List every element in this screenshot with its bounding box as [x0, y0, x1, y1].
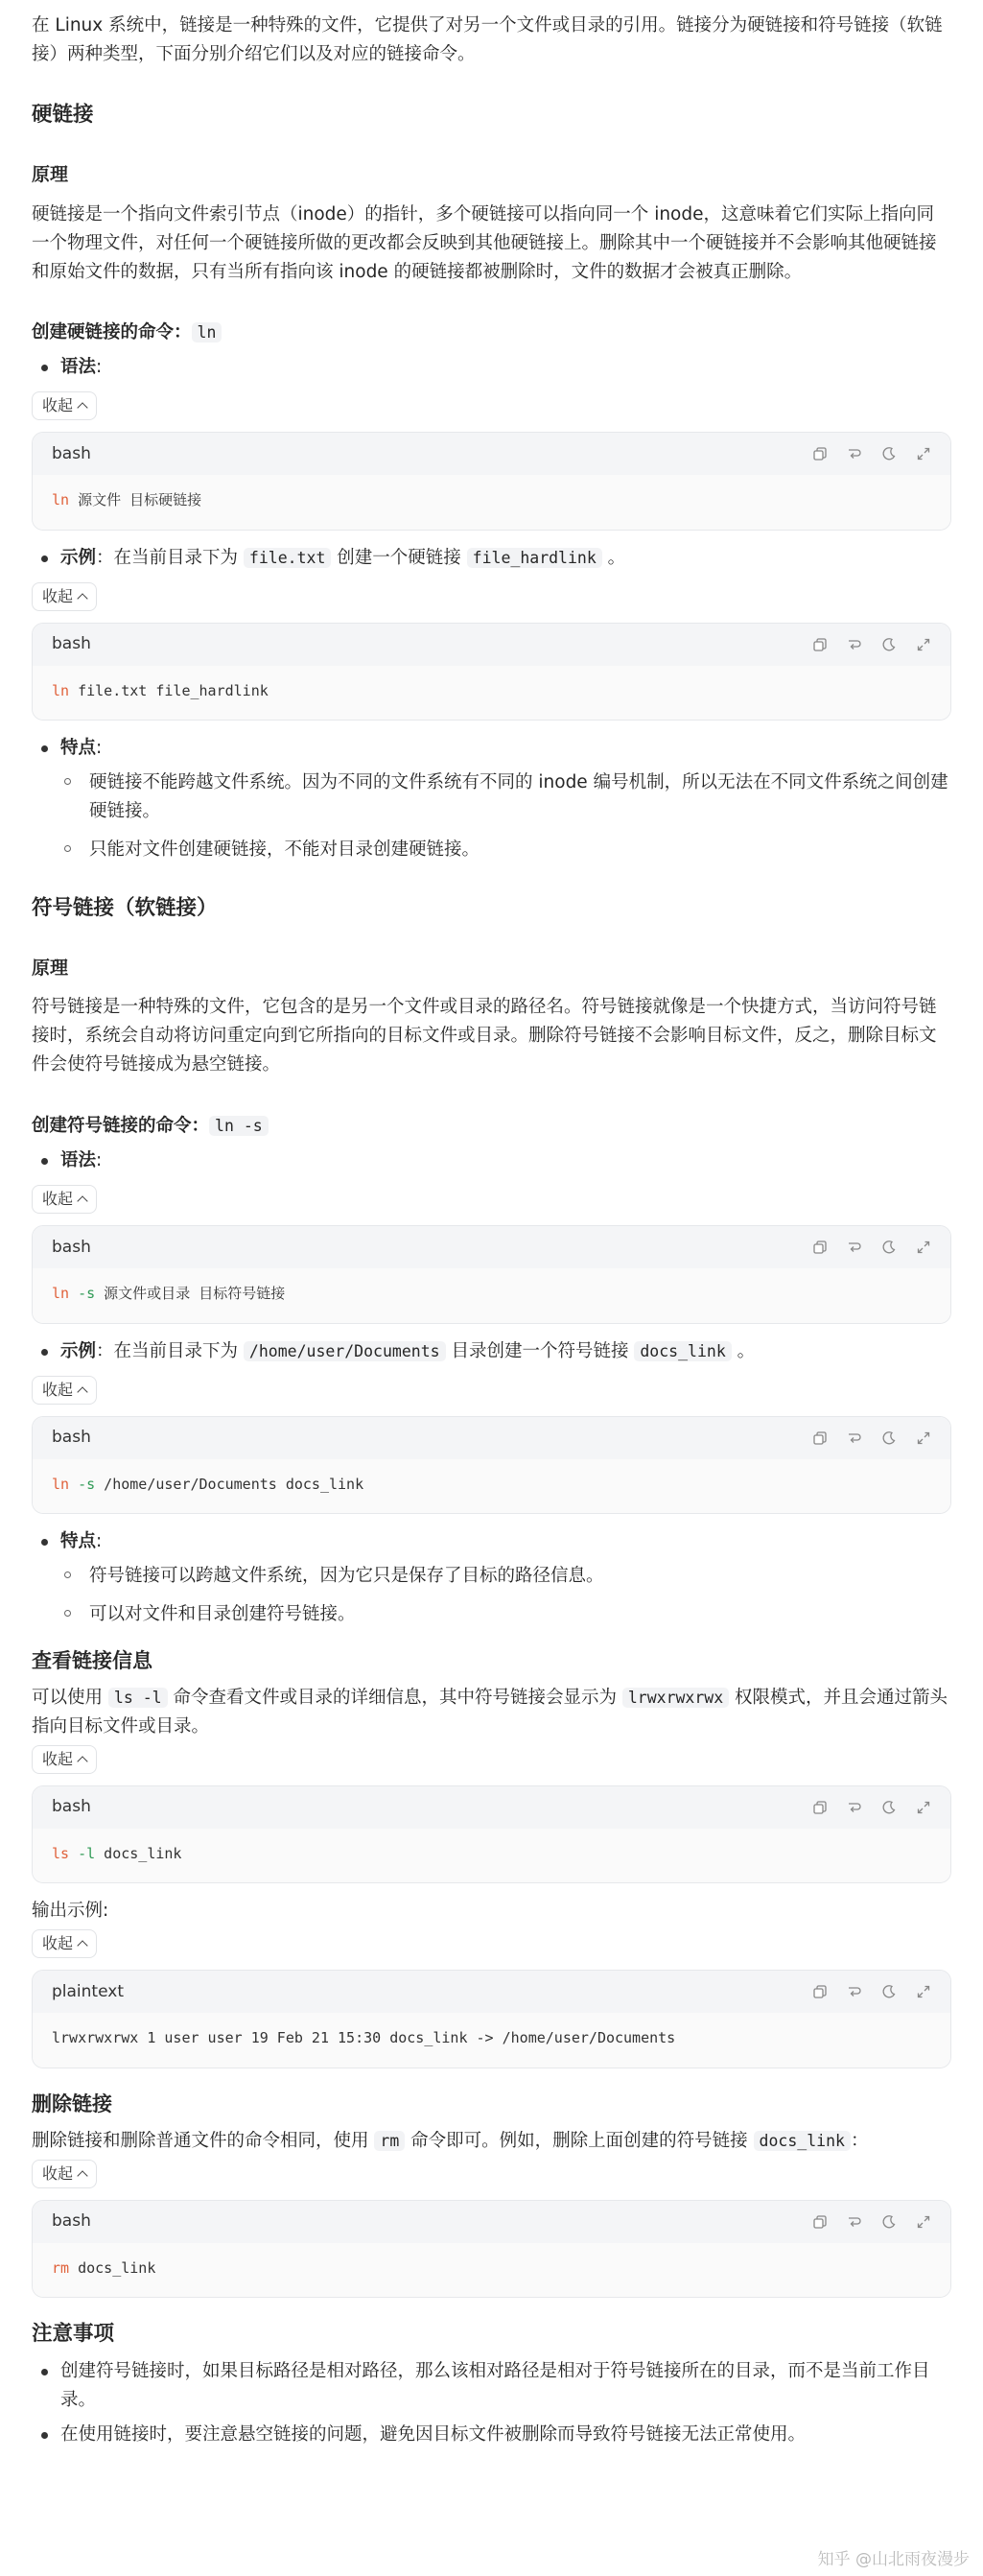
- text: 命令即可。例如，删除上面创建的符号链接: [405, 2130, 754, 2151]
- code-header: [33, 1417, 950, 1459]
- chevron-up-icon: [77, 1196, 87, 1207]
- theme-icon[interactable]: [881, 1984, 897, 1999]
- theme-icon[interactable]: [881, 1800, 897, 1815]
- code-keyword: ln: [52, 681, 70, 699]
- code-block: [32, 432, 951, 530]
- intro-text: 在 Linux 系统中，链接是一种特殊的文件，它提供了对另一个文件或目录的引用。链接分为硬链接和符号链接（软链接）两种类型，下面分别介绍它们以及对应的链接命令。: [32, 15, 943, 64]
- chevron-up-icon: [77, 403, 87, 414]
- code-block: [32, 1785, 951, 1883]
- code-language: bash: [52, 633, 91, 653]
- wrap-icon[interactable]: [847, 1984, 862, 1999]
- expand-icon[interactable]: [916, 2214, 931, 2230]
- copy-icon[interactable]: [812, 2214, 828, 2230]
- copy-icon[interactable]: [812, 1240, 828, 1255]
- inline-code: docs_link: [754, 2131, 851, 2151]
- code-tools: [812, 1240, 931, 1255]
- code-flag: -s: [69, 1475, 96, 1493]
- code-language: bash: [52, 1797, 91, 1817]
- theme-icon[interactable]: [881, 446, 897, 461]
- sub-list-item: 符号链接可以跨越文件系统，因为它只是保存了目标的路径信息。: [32, 1562, 951, 1591]
- code-block: [32, 623, 951, 721]
- list-item: 语法:: [32, 353, 951, 382]
- softlink-cmd-title: [32, 1112, 951, 1141]
- inline-code: file.txt: [244, 548, 331, 568]
- code-header: [33, 624, 950, 666]
- collapse-button[interactable]: [32, 391, 97, 420]
- code-header: [33, 1226, 950, 1268]
- text: 删除链接和删除普通文件的命令相同，使用: [32, 2130, 375, 2151]
- collapse-button[interactable]: [32, 1185, 97, 1214]
- bullet-label: 语法: [60, 1150, 97, 1171]
- code-language: plaintext: [52, 1981, 124, 2001]
- list-item: 语法:: [32, 1146, 951, 1175]
- theme-icon[interactable]: [881, 1430, 897, 1446]
- wrap-icon[interactable]: [847, 1240, 862, 1255]
- bullet-label: 示例: [60, 547, 97, 568]
- list-item: 创建符号链接时，如果目标路径是相对路径，那么该相对路径是相对于符号链接所在的目录，而不是当前工作目录。: [32, 2357, 951, 2415]
- chevron-up-icon: [77, 593, 87, 603]
- view-heading: 查看链接信息: [32, 1648, 152, 1672]
- watermark: 知乎 @山北雨夜漫步: [817, 2550, 970, 2570]
- theme-icon[interactable]: [881, 637, 897, 652]
- code-keyword: ln: [52, 1475, 70, 1493]
- list-item: 特点:: [32, 734, 951, 763]
- code-keyword: rm: [52, 2258, 70, 2277]
- code-header: [33, 1971, 950, 2013]
- copy-icon[interactable]: [812, 1800, 828, 1815]
- code-content: [33, 2013, 950, 2067]
- code-flag: -l: [69, 1845, 96, 1863]
- chevron-up-icon: [77, 1386, 87, 1397]
- collapse-button[interactable]: [32, 1745, 97, 1774]
- cmd-title-label: 创建符号链接的命令：: [32, 1116, 210, 1137]
- wrap-icon[interactable]: [847, 1430, 862, 1446]
- code-args: 源文件 目标硬链接: [69, 491, 202, 509]
- text: 命令查看文件或目录的详细信息，其中符号链接会显示为: [167, 1688, 622, 1709]
- chevron-up-icon: [77, 1756, 87, 1766]
- copy-icon[interactable]: [812, 1984, 828, 1999]
- code-header: [33, 433, 950, 475]
- hardlink-heading: 硬链接: [32, 102, 94, 127]
- chevron-up-icon: [77, 1941, 87, 1951]
- code-tools: [812, 2214, 931, 2230]
- text: 权限模式，并且会通过箭头指向目标文件或目录。: [32, 1688, 948, 1737]
- code-args: /home/user/Documents docs_link: [95, 1475, 364, 1493]
- code-language: bash: [52, 443, 91, 463]
- code-tools: [812, 1984, 931, 1999]
- expand-icon[interactable]: [916, 1800, 931, 1815]
- chevron-up-icon: [77, 2170, 87, 2181]
- text: 。: [731, 1340, 756, 1361]
- code-language: bash: [52, 1237, 91, 1257]
- copy-icon[interactable]: [812, 637, 828, 652]
- theme-icon[interactable]: [881, 2214, 897, 2230]
- code-language: bash: [52, 1427, 91, 1447]
- collapse-button[interactable]: [32, 2160, 97, 2188]
- wrap-icon[interactable]: [847, 2214, 862, 2230]
- expand-icon[interactable]: [916, 1984, 931, 1999]
- code-output: lrwxrwxrwx 1 user user 19 Feb 21 15:30 docs_link -> /home/user/Documents: [52, 2029, 676, 2047]
- list-item: 在使用链接时，要注意悬空链接的问题，避免因目标文件被删除而导致符号链接无法正常使用。: [32, 2421, 951, 2449]
- collapse-button[interactable]: [32, 582, 97, 611]
- list-item: [32, 1337, 951, 1366]
- copy-icon[interactable]: [812, 446, 828, 461]
- copy-icon[interactable]: [812, 1430, 828, 1446]
- theme-icon[interactable]: [881, 1240, 897, 1255]
- code-block: [32, 1416, 951, 1514]
- inline-code: ls -l: [108, 1688, 168, 1708]
- inline-code: ln -s: [209, 1116, 269, 1136]
- text: 创建一个硬链接: [331, 547, 467, 568]
- softlink-principle-heading: 原理: [32, 957, 69, 979]
- code-flag: -s: [69, 1285, 96, 1303]
- hardlink-principle-text: 硬链接是一个指向文件索引节点（inode）的指针，多个硬链接可以指向同一个 inode，这意味着它们实际上指向同一个物理文件，对任何一个硬链接所做的更改都会反映到其他硬链接上。删除其中一个硬链接并不会影响其他硬链接和原始文件的数据，只有当所有指向该 inode 的硬链接都被删除时，文件的数据才会被真正删除。: [32, 203, 937, 282]
- code-content: [33, 1829, 950, 1882]
- softlink-principle-text: 符号链接是一种特殊的文件，它包含的是另一个文件或目录的路径名。符号链接就像是一个快捷方式，当访问符号链接时，系统会自动将访问重定向到它所指向的目标文件或目录。删除符号链接不会影响目标文件，反之，删除目标文件会使符号链接成为悬空链接。: [32, 997, 937, 1075]
- code-header: [33, 1786, 950, 1829]
- bullet-label: 特点: [60, 1530, 97, 1551]
- code-block: [32, 1970, 951, 2068]
- bullet-label: 示例: [60, 1340, 97, 1361]
- delete-heading: 删除链接: [32, 2092, 112, 2115]
- collapse-label: 收起: [42, 2163, 74, 2183]
- view-text: [32, 1684, 951, 1741]
- collapse-label: 收起: [42, 1750, 74, 1769]
- inline-code: file_hardlink: [467, 548, 602, 568]
- code-content: [33, 2243, 950, 2297]
- hardlink-principle-heading: 原理: [32, 163, 69, 185]
- text: 可以使用: [32, 1688, 108, 1709]
- expand-icon[interactable]: [916, 637, 931, 652]
- text: ：在当前目录下为: [96, 547, 244, 568]
- code-content: [33, 1268, 950, 1322]
- output-label: 输出示例:: [32, 1901, 109, 1922]
- code-args: docs_link: [69, 2258, 156, 2277]
- list-item: 特点:: [32, 1527, 951, 1556]
- code-args: file.txt file_hardlink: [69, 681, 269, 699]
- code-block: [32, 2200, 951, 2298]
- inline-code: ln: [192, 322, 222, 343]
- collapse-label: 收起: [42, 1934, 74, 1953]
- sub-list-item: 可以对文件和目录创建符号链接。: [32, 1600, 951, 1629]
- code-tools: [812, 1430, 931, 1446]
- text: ：: [850, 2130, 869, 2151]
- code-tools: [812, 637, 931, 652]
- sub-list-item: 只能对文件创建硬链接，不能对目录创建硬链接。: [32, 836, 951, 864]
- text: ：在当前目录下为: [96, 1340, 244, 1361]
- wrap-icon[interactable]: [847, 446, 862, 461]
- code-header: [33, 2201, 950, 2243]
- code-keyword: ln: [52, 1285, 70, 1303]
- inline-code: /home/user/Documents: [244, 1341, 446, 1361]
- inline-code: docs_link: [634, 1341, 731, 1361]
- collapse-label: 收起: [42, 586, 74, 605]
- code-tools: [812, 446, 931, 461]
- delete-text: [32, 2127, 951, 2156]
- code-language: bash: [52, 2211, 91, 2232]
- wrap-icon[interactable]: [847, 637, 862, 652]
- bullet-label: 语法: [60, 357, 97, 378]
- code-content: [33, 666, 950, 720]
- collapse-label: 收起: [42, 1380, 74, 1399]
- code-args: docs_link: [95, 1845, 182, 1863]
- collapse-label: 收起: [42, 1190, 74, 1209]
- expand-icon[interactable]: [916, 1240, 931, 1255]
- code-keyword: ln: [52, 491, 70, 509]
- collapse-label: 收起: [42, 396, 74, 415]
- notes-heading: 注意事项: [32, 2322, 115, 2347]
- wrap-icon[interactable]: [847, 1800, 862, 1815]
- list-item: [32, 544, 951, 573]
- cmd-title-label: 创建硬链接的命令：: [32, 322, 192, 343]
- code-tools: [812, 1800, 931, 1815]
- code-args: 源文件或目录 目标符号链接: [95, 1285, 286, 1303]
- collapse-button[interactable]: [32, 1929, 97, 1958]
- code-keyword: ls: [52, 1845, 70, 1863]
- collapse-button[interactable]: [32, 1376, 97, 1405]
- text: 目录创建一个符号链接: [445, 1340, 635, 1361]
- code-content: [33, 1459, 950, 1513]
- inline-code: lrwxrwxrwx: [622, 1688, 729, 1708]
- softlink-heading: 符号链接（软链接）: [32, 895, 218, 920]
- inline-code: rm: [374, 2131, 405, 2151]
- code-block: [32, 1225, 951, 1323]
- bullet-label: 特点: [60, 737, 97, 758]
- expand-icon[interactable]: [916, 1430, 931, 1446]
- text: 。: [601, 547, 626, 568]
- hardlink-cmd-title: [32, 319, 951, 347]
- sub-list-item: 硬链接不能跨越文件系统。因为不同的文件系统有不同的 inode 编号机制，所以无法在不同文件系统之间创建硬链接。: [32, 768, 951, 826]
- code-content: [33, 475, 950, 529]
- expand-icon[interactable]: [916, 446, 931, 461]
